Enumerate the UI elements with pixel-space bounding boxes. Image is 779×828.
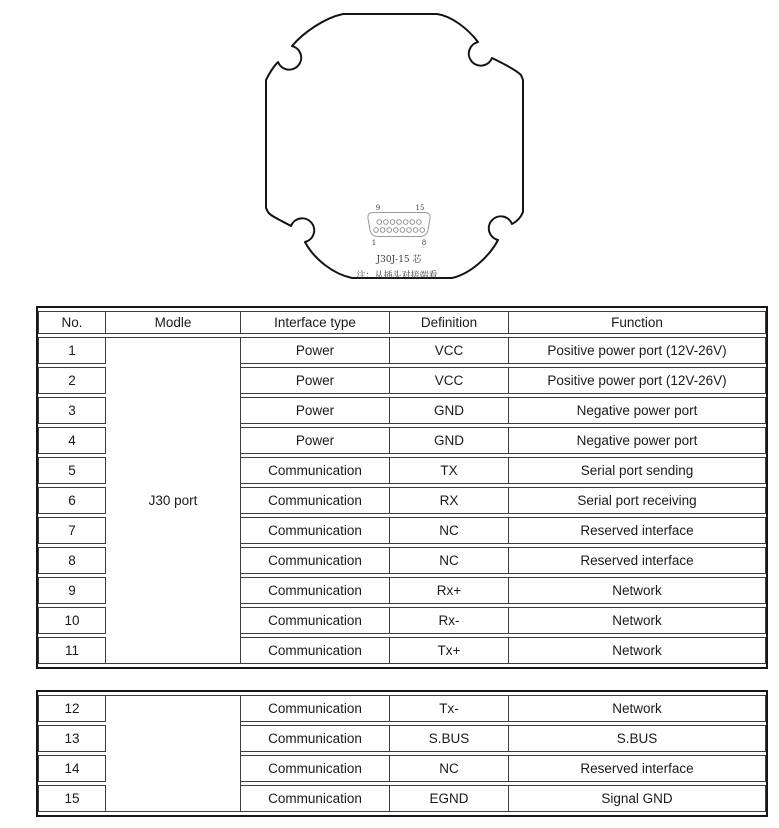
cell-interface: Power: [241, 397, 390, 424]
cell-function: Signal GND: [509, 785, 766, 812]
cell-function: Reserved interface: [509, 755, 766, 782]
cell-interface: Communication: [241, 637, 390, 664]
cell-no: 7: [38, 517, 106, 544]
cell-no: 5: [38, 457, 106, 484]
cell-definition: GND: [390, 397, 509, 424]
col-header-definition: Definition: [390, 311, 509, 334]
cell-function: Reserved interface: [509, 547, 766, 574]
cell-no: 13: [38, 725, 106, 752]
module-cell: J30 port: [106, 337, 241, 664]
col-header-interface: Interface type: [241, 311, 390, 334]
cell-definition: VCC: [390, 337, 509, 364]
pin-label-15: 15: [415, 204, 425, 212]
cell-interface: Communication: [241, 725, 390, 752]
cell-definition: NC: [390, 547, 509, 574]
module-cell-empty: [106, 695, 241, 812]
col-header-no: No.: [38, 311, 106, 334]
cell-function: Serial port sending: [509, 457, 766, 484]
cell-definition: Rx-: [390, 607, 509, 634]
pin-label-8: 8: [421, 239, 427, 247]
cell-function: Negative power port: [509, 397, 766, 424]
header-row: [38, 311, 766, 334]
device-outline: [266, 14, 523, 278]
cell-no: 8: [38, 547, 106, 574]
cell-definition: NC: [390, 755, 509, 782]
cell-definition: VCC: [390, 367, 509, 394]
cell-interface: Communication: [241, 547, 390, 574]
cell-definition: GND: [390, 427, 509, 454]
cell-function: S.BUS: [509, 725, 766, 752]
cell-function: Positive power port (12V-26V): [509, 337, 766, 364]
connector-label: J30J-15 芯: [376, 255, 422, 265]
cell-interface: Communication: [241, 517, 390, 544]
cell-no: 1: [38, 337, 106, 364]
cell-no: 2: [38, 367, 106, 394]
cell-no: 14: [38, 755, 106, 782]
cell-no: 11: [38, 637, 106, 664]
cell-definition: TX: [390, 457, 509, 484]
pin-label-9: 9: [375, 204, 381, 212]
cell-interface: Communication: [241, 695, 390, 722]
cell-interface: Power: [241, 427, 390, 454]
pin-table-main: [36, 306, 768, 669]
connector-note: 注：从插头对接端看: [356, 271, 438, 281]
cell-no: 12: [38, 695, 106, 722]
cell-function: Negative power port: [509, 427, 766, 454]
cell-function: Network: [509, 577, 766, 604]
cell-no: 3: [38, 397, 106, 424]
cell-function: Network: [509, 637, 766, 664]
cell-function: Positive power port (12V-26V): [509, 367, 766, 394]
cell-interface: Communication: [241, 457, 390, 484]
cell-definition: Rx+: [390, 577, 509, 604]
pin-table-continued: [36, 690, 768, 817]
cell-definition: RX: [390, 487, 509, 514]
cell-no: 9: [38, 577, 106, 604]
cell-definition: EGND: [390, 785, 509, 812]
pin-label-1: 1: [371, 239, 377, 247]
cell-no: 6: [38, 487, 106, 514]
cell-no: 15: [38, 785, 106, 812]
cell-function: Network: [509, 607, 766, 634]
cell-no: 4: [38, 427, 106, 454]
cell-interface: Communication: [241, 577, 390, 604]
cell-interface: Power: [241, 337, 390, 364]
connector-diagram: [0, 0, 779, 300]
cell-function: Network: [509, 695, 766, 722]
cell-interface: Communication: [241, 487, 390, 514]
cell-interface: Communication: [241, 785, 390, 812]
cell-interface: Power: [241, 367, 390, 394]
cell-function: Serial port receiving: [509, 487, 766, 514]
cell-definition: Tx-: [390, 695, 509, 722]
cell-interface: Communication: [241, 607, 390, 634]
cell-function: Reserved interface: [509, 517, 766, 544]
col-header-function: Function: [509, 311, 766, 334]
cell-definition: NC: [390, 517, 509, 544]
table-row: [38, 337, 766, 364]
cell-definition: S.BUS: [390, 725, 509, 752]
cell-definition: Tx+: [390, 637, 509, 664]
cell-no: 10: [38, 607, 106, 634]
cell-interface: Communication: [241, 755, 390, 782]
table-row: [38, 695, 766, 722]
col-header-module: Modle: [106, 311, 241, 334]
